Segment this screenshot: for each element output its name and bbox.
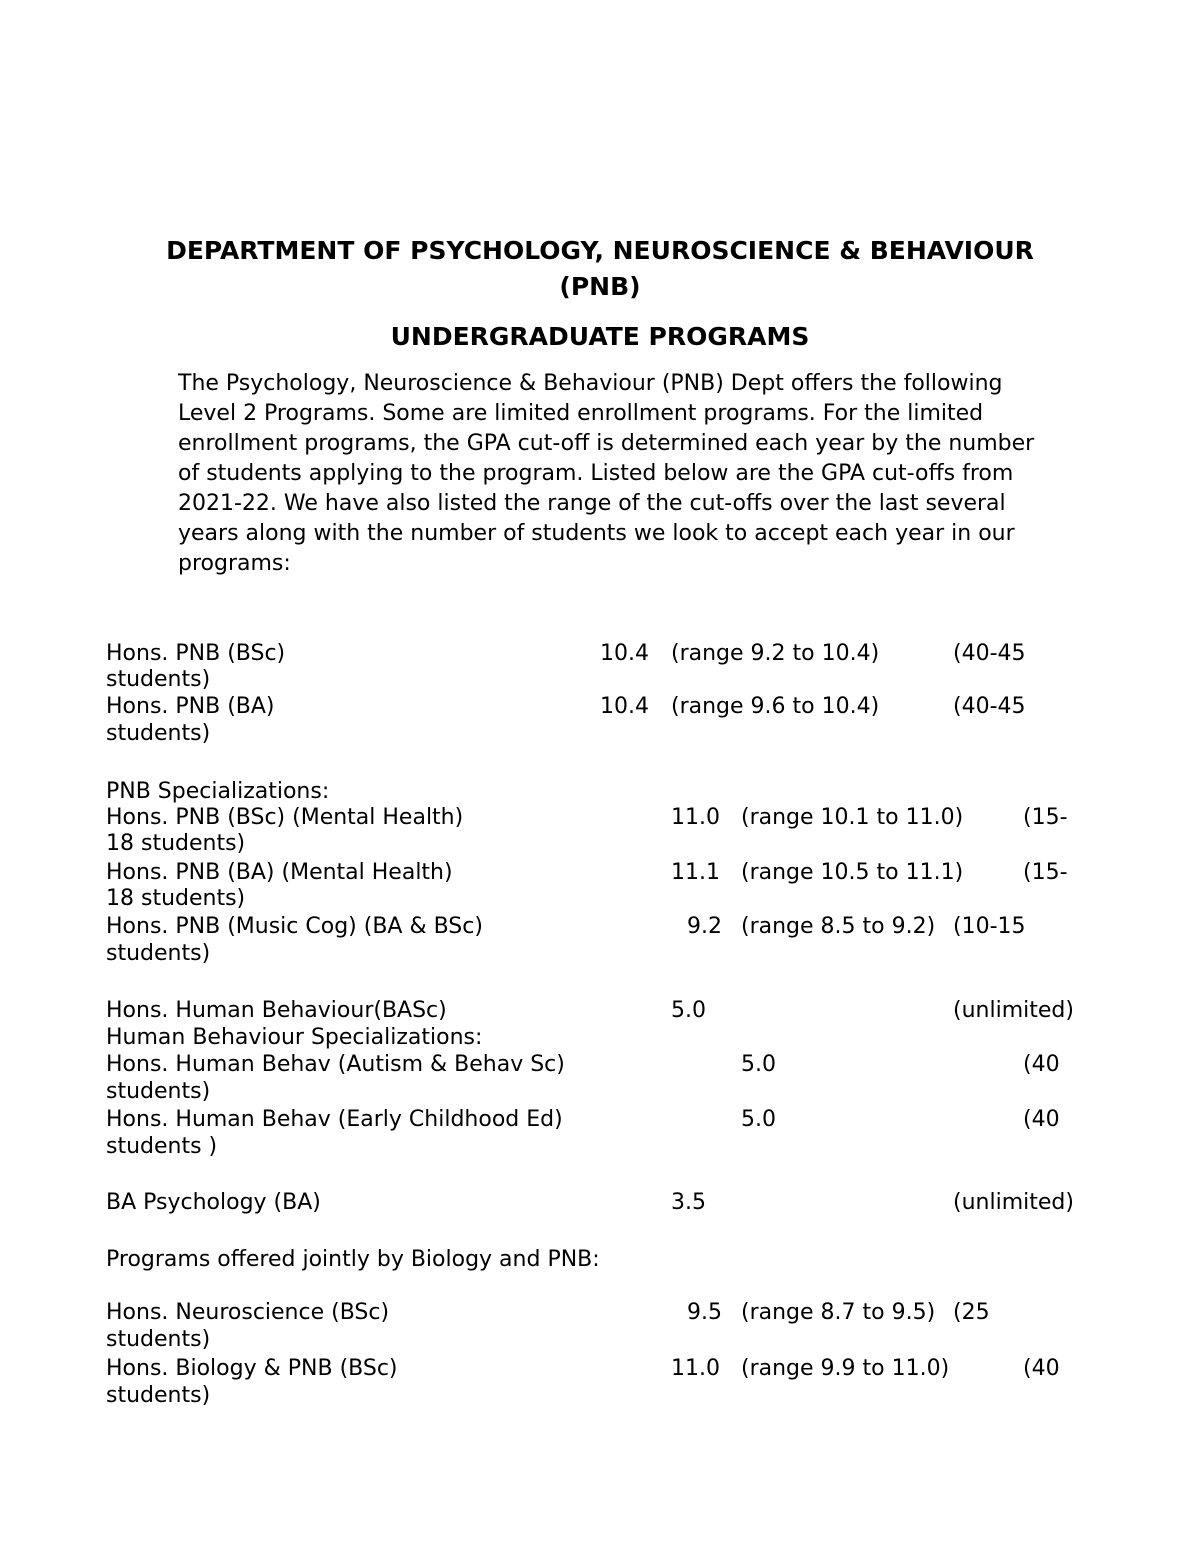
program-name: Hons. PNB (BSc) — [106, 641, 286, 666]
program-name: Hons. Biology & PNB (BSc) — [106, 1356, 398, 1381]
program-students: (15- — [1023, 805, 1068, 830]
program-students: (15- — [1023, 860, 1068, 885]
intro-line: enrollment programs, the GPA cut-off is determined each year by the number — [178, 431, 1035, 456]
subtitle: UNDERGRADUATE PROGRAMS — [390, 322, 810, 351]
program-gpa: 10.4 — [600, 694, 649, 719]
program-gpa: 5.0 — [741, 1107, 776, 1132]
section-heading: Human Behaviour Specializations: — [106, 1025, 483, 1050]
section-heading: PNB Specializations: — [106, 779, 330, 804]
program-gpa: 11.0 — [671, 1356, 720, 1381]
program-gpa: 9.2 — [687, 914, 722, 939]
program-students: (unlimited) — [953, 1190, 1074, 1215]
header-line-1: DEPARTMENT OF PSYCHOLOGY, NEUROSCIENCE & BEHAVIOUR — [166, 236, 1034, 265]
program-students-cont: 18 students) — [106, 831, 246, 856]
program-students-cont: students) — [106, 1327, 211, 1352]
program-gpa: 5.0 — [741, 1052, 776, 1077]
header-line-2: (PNB) — [559, 272, 641, 301]
program-name: Hons. Human Behav (Autism & Behav Sc) — [106, 1052, 565, 1077]
program-students: (40 — [1023, 1052, 1060, 1077]
program-range: (range 10.5 to 11.1) — [741, 860, 964, 885]
intro-line: Level 2 Programs. Some are limited enrollment programs. For the limited — [178, 401, 984, 426]
program-gpa: 3.5 — [671, 1190, 706, 1215]
program-range: (range 9.9 to 11.0) — [741, 1356, 950, 1381]
program-name: Hons. Human Behaviour(BASc) — [106, 998, 447, 1023]
program-students: (unlimited) — [953, 998, 1074, 1023]
program-name: Hons. PNB (BA) (Mental Health) — [106, 860, 453, 885]
program-students-cont: students) — [106, 1383, 211, 1408]
program-gpa: 11.0 — [671, 805, 720, 830]
program-range: (range 8.5 to 9.2) — [741, 914, 936, 939]
section-heading: Programs offered jointly by Biology and PNB: — [106, 1247, 600, 1272]
program-name: Hons. PNB (BA) — [106, 694, 275, 719]
program-range: (range 9.6 to 10.4) — [671, 694, 880, 719]
program-students: (10-15 — [953, 914, 1026, 939]
intro-line: 2021-22. We have also listed the range of the cut-offs over the last several — [178, 491, 1006, 516]
program-range: (range 10.1 to 11.0) — [741, 805, 964, 830]
program-name: Hons. Human Behav (Early Childhood Ed) — [106, 1107, 563, 1132]
program-students-cont: 18 students) — [106, 886, 246, 911]
program-students-cont: students) — [106, 721, 211, 746]
program-name: Hons. PNB (Music Cog) (BA & BSc) — [106, 914, 483, 939]
program-students: (40 — [1023, 1107, 1060, 1132]
program-students: (40 — [1023, 1356, 1060, 1381]
program-gpa: 10.4 — [600, 641, 649, 666]
program-range: (range 9.2 to 10.4) — [671, 641, 880, 666]
program-students: (40-45 — [953, 641, 1026, 666]
program-students-cont: students ) — [106, 1134, 218, 1159]
program-gpa: 11.1 — [671, 860, 720, 885]
program-range: (range 8.7 to 9.5) — [741, 1300, 936, 1325]
intro-line: of students applying to the program. Listed below are the GPA cut-offs from — [178, 461, 1014, 486]
program-gpa: 5.0 — [671, 998, 706, 1023]
program-students-cont: students) — [106, 667, 211, 692]
intro-line: years along with the number of students we look to accept each year in our — [178, 521, 1015, 546]
program-name: Hons. PNB (BSc) (Mental Health) — [106, 805, 464, 830]
program-students-cont: students) — [106, 1079, 211, 1104]
intro-paragraph — [178, 369, 1138, 579]
program-name: Hons. Neuroscience (BSc) — [106, 1300, 390, 1325]
program-students-cont: students) — [106, 941, 211, 966]
program-gpa: 9.5 — [687, 1300, 722, 1325]
intro-line: programs: — [178, 551, 291, 576]
program-students: (25 — [953, 1300, 990, 1325]
program-students: (40-45 — [953, 694, 1026, 719]
program-name: BA Psychology (BA) — [106, 1190, 321, 1215]
intro-line: The Psychology, Neuroscience & Behaviour (PNB) Dept offers the following — [178, 371, 1003, 396]
